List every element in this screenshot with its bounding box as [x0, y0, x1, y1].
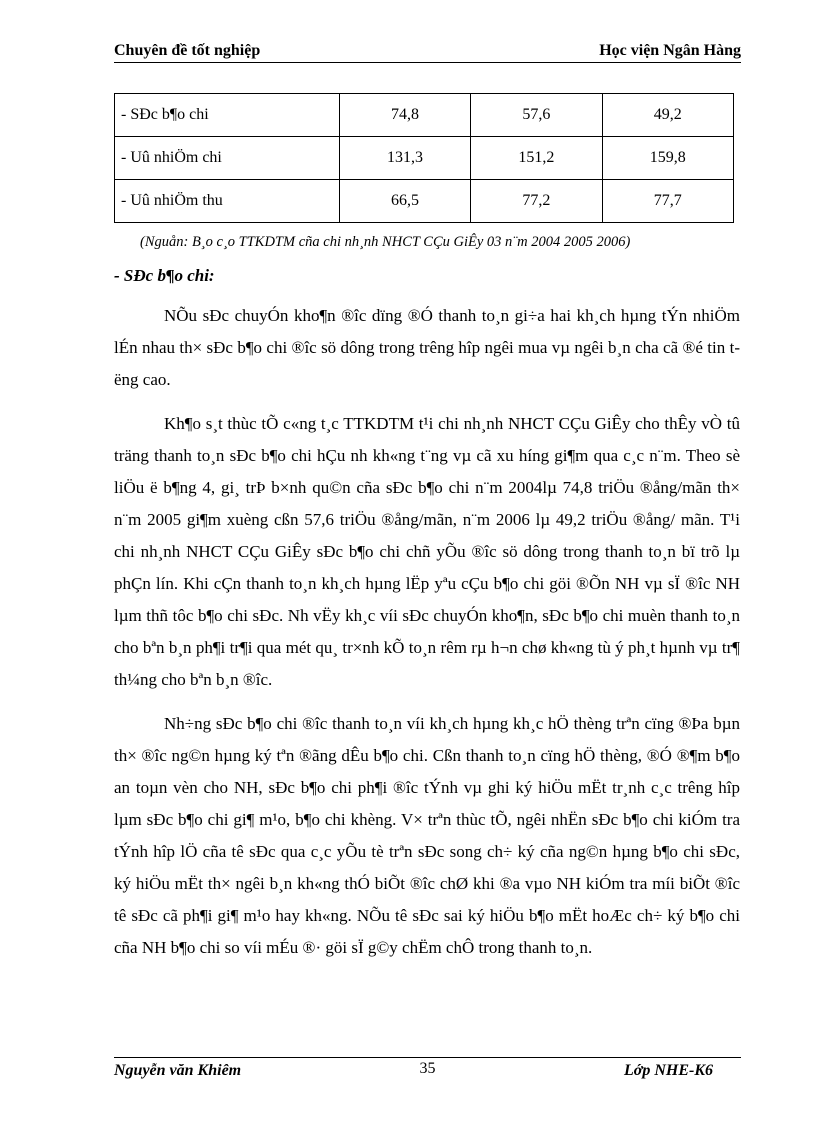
- paragraph: Nh÷ng sÐc b¶o chi ®îc thanh to¸n víi kh¸ch hµng kh¸c hÖ thèng trªn cïng ®Þa bµn th× ®îc ng©n hµng ký tªn ®ãng dÊu b¶o chi. Cßn thanh to¸n cïng hÖ thèng, ®Ó ®¶m b¶o an toµn vèn cho NH, sÐc b¶o chi ph¶i ®îc tÝnh vµ ghi ký hiÖu mËt tr¸nh c¸c trêng hîp lµm sÐc b¶o chi gi¶ m¹o, b¶o chi khèng. V× trªn thùc tÕ, ngêi nhËn sÐc b¶o chi kiÓm tra tÝnh hîp lÖ cña tê sÐc qua c¸c yÕu tè trªn sÐc song ch÷ ký cña ng©n hµng b¶o chi sÐc, ký hiÖu mËt th× ngêi b¸n kh«ng thÓ biÕt ®îc chØ khi ®a vµo NH kiÓm tra míi biÕt ®îc tê sÐc cã ph¶i gi¶ m¹o hay kh«ng. NÕu tê sÐc sai ký hiÖu b¶o mËt hoÆc ch÷ ký b¶o chi cña NH b¶o chi so víi mÉu ®· göi sÏ g©y chËm chÔ trong thanh to¸n.: [114, 714, 740, 957]
- value-2006: 77,7: [602, 180, 733, 223]
- section-title: - SÐc b¶o chi:: [114, 266, 215, 285]
- value-2005: 77,2: [471, 180, 602, 223]
- table-row: [115, 94, 734, 137]
- page-header: [114, 40, 741, 63]
- row-label: - Uû nhiÖm chi: [115, 137, 340, 180]
- value-2006: 159,8: [602, 137, 733, 180]
- paragraph: NÕu sÐc chuyÓn kho¶n ®îc dïng ®Ó thanh to¸n gi÷a hai kh¸ch hµng tÝn nhiÖm lÉn nhau th× sÐc b¶o chi ®îc sö dông trong trêng hîp ngêi mua vµ ngêi b¸n cha cã ®é tin tëng cao.: [114, 306, 740, 389]
- value-2004: 131,3: [339, 137, 470, 180]
- value-2006: 49,2: [602, 94, 733, 137]
- row-label: - Uû nhiÖm thu: [115, 180, 340, 223]
- paragraph: Kh¶o s¸t thùc tÕ c«ng t¸c TTKDTM t¹i chi nh¸nh NHCT CÇu GiÊy cho thÊy vÒ tû träng thanh to¸n sÐc b¶o chi hÇu nh kh«ng t¨ng vµ cã xu híng gi¶m qua c¸c n¨m. Theo sè liÖu ë b¶ng 4, gi¸ trÞ b×nh qu©n cña sÐc b¶o chi n¨m 2004lµ 74,8 triÖu ®ång/mãn th× n¨m 2005 gi¶m xuèng cßn 57,6 triÖu ®ång/mãn, n¨m 2006 lµ 49,2 triÖu ®ång/ mãn. T¹i chi nh¸nh NHCT CÇu GiÊy sÐc b¶o chi chñ yÕu ®îc sö dông trong thanh to¸n bï trõ lµ phÇn lín. Khi cÇn thanh to¸n kh¸ch hµng lËp yªu cÇu b¶o chi göi ®Õn NH vµ sÏ ®îc NH lµm thñ tôc b¶o chi sÐc. Nh vËy kh¸c víi sÐc chuyÓn kho¶n, sÐc b¶o chi muèn thanh to¸n cho bªn b¸n ph¶i tr¶i qua mét qu¸ tr×nh kÕ to¸n rêm rµ h¬n chø kh«ng tù ý ph¸t hµnh vµ tr¶ th¼ng cho bªn b¸n ®îc.: [114, 414, 740, 689]
- footer-author: Nguyễn văn Khiêm: [114, 1062, 242, 1079]
- value-2005: 151,2: [471, 137, 602, 180]
- footer-class: Lớp NHE-K6: [623, 1062, 713, 1079]
- page-footer: [114, 1057, 741, 1084]
- body-text: [114, 300, 740, 964]
- table-row: [115, 180, 734, 223]
- value-2004: 74,8: [339, 94, 470, 137]
- header-institution: Học viện Ngân Hàng: [599, 42, 741, 59]
- table-source-note: (Nguån: B¸o c¸o TTKDTM cña chi nh¸nh NHCT CÇu GiÊy 03 n¨m 2004 2005 2006): [140, 234, 631, 250]
- value-2005: 57,6: [471, 94, 602, 137]
- row-label: - SÐc b¶o chi: [115, 94, 340, 137]
- value-2004: 66,5: [339, 180, 470, 223]
- statistics-table: [114, 93, 734, 223]
- header-document-type: Chuyên đề tốt nghiệp: [114, 42, 261, 59]
- table-row: [115, 137, 734, 180]
- page-number: 35: [419, 1060, 436, 1077]
